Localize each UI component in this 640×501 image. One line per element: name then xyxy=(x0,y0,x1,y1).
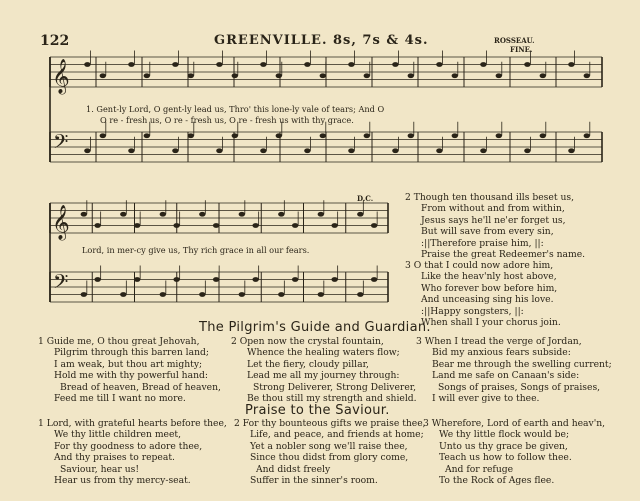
note-head xyxy=(199,212,205,217)
note-head xyxy=(392,148,398,153)
note-head xyxy=(260,62,266,67)
note-head xyxy=(172,62,178,67)
note-head xyxy=(524,62,530,67)
note-head xyxy=(304,148,310,153)
note-head xyxy=(144,133,150,138)
note-head xyxy=(134,223,140,228)
note-head xyxy=(496,73,502,78)
note-head xyxy=(480,148,486,153)
note-head xyxy=(173,277,179,282)
note-head xyxy=(120,212,126,217)
note-head xyxy=(81,212,87,217)
note-head xyxy=(84,148,90,153)
note-head xyxy=(232,133,238,138)
note-head xyxy=(348,62,354,67)
note-head xyxy=(199,292,205,297)
note-head xyxy=(292,277,298,282)
note-head xyxy=(480,62,486,67)
note-head xyxy=(216,62,222,67)
note-head xyxy=(160,212,166,217)
treble-clef-icon: 𝄞 xyxy=(52,205,70,240)
note-head xyxy=(276,73,282,78)
note-head xyxy=(304,62,310,67)
hymn-title-praise-saviour: Praise to the Saviour. xyxy=(245,403,390,418)
note-head xyxy=(94,277,100,282)
note-head xyxy=(260,148,266,153)
note-head xyxy=(348,148,354,153)
note-head xyxy=(408,73,414,78)
note-head xyxy=(364,73,370,78)
lyric-line-2: O re - fresh us, O re - fresh us, O re - fresh us with thy grace. xyxy=(100,115,354,125)
note-head xyxy=(278,212,284,217)
note-head xyxy=(357,292,363,297)
side-verse-3: 3 O that I could now adore him, Like the heav'nly host above, Who forever bow before him, And unceasing sing his love. :||Happy songsters, ||: When shall I your chorus join. xyxy=(405,260,561,329)
note-head xyxy=(452,133,458,138)
note-head xyxy=(232,73,238,78)
note-head xyxy=(134,277,140,282)
note-head xyxy=(188,133,194,138)
note-head xyxy=(216,148,222,153)
bass-clef-icon: 𝄢 xyxy=(53,270,69,298)
hymn2-verse-2: 2 For thy bounteous gifts we praise thee, Life, and peace, and friends at home; Yet a nobler song we'll raise thee, Since thou didst from glory come, And didst freely Suffer in the sinner's room. xyxy=(234,418,426,487)
lyric-line-3: Lord, in mer-cy give us, Thy rich grace in all our fears. xyxy=(82,245,310,255)
note-head xyxy=(331,277,337,282)
note-head xyxy=(331,223,337,228)
fine-marking: FINE. xyxy=(510,45,533,54)
note-head xyxy=(371,223,377,228)
note-head xyxy=(84,62,90,67)
composer-name: ROSSEAU. xyxy=(494,36,535,45)
note-head xyxy=(320,133,326,138)
hymn2-verse-1: 1 Lord, with grateful hearts before thee, We thy little children meet, For thy goodness to adore thee, And thy praises to repeat. Saviour, hear us! Hear us from thy mercy-seat. xyxy=(38,418,227,487)
note-head xyxy=(213,277,219,282)
note-head xyxy=(292,223,298,228)
note-head xyxy=(584,73,590,78)
note-head xyxy=(276,133,282,138)
bass-clef-icon: 𝄢 xyxy=(53,130,69,158)
hymn2-verse-3: 3 Wherefore, Lord of earth and heav'n, We thy little flock would be; Unto us thy grace be given, Teach us how to follow thee. And for refuge To the Rock of Ages flee. xyxy=(423,418,606,487)
tune-title: GREENVILLE. 8s, 7s & 4s. xyxy=(214,33,429,48)
note-head xyxy=(436,62,442,67)
note-head xyxy=(540,133,546,138)
note-head xyxy=(128,148,134,153)
note-head xyxy=(239,212,245,217)
note-head xyxy=(160,292,166,297)
note-head xyxy=(128,62,134,67)
note-head xyxy=(120,292,126,297)
note-head xyxy=(318,212,324,217)
note-head xyxy=(94,223,100,228)
note-head xyxy=(408,133,414,138)
note-head xyxy=(172,148,178,153)
hymn1-verse-3: 3 When I tread the verge of Jordan, Bid my anxious fears subside: Bear me through the swelling current; Land me safe on Canaan's side: Songs of praises, Songs of praises, I will ever give to thee. xyxy=(416,336,612,405)
note-head xyxy=(81,292,87,297)
note-head xyxy=(100,133,106,138)
note-head xyxy=(252,277,258,282)
note-head xyxy=(496,133,502,138)
note-head xyxy=(318,292,324,297)
note-head xyxy=(239,292,245,297)
note-head xyxy=(173,223,179,228)
note-head xyxy=(540,73,546,78)
note-head xyxy=(568,148,574,153)
hymn1-verse-2: 2 Open now the crystal fountain, Whence the healing waters flow; Let the fiery, cloudy pillar, Lead me all my journey through: Strong Deliverer, Strong Deliverer, Be thou still my strength and shield. xyxy=(231,336,417,405)
note-head xyxy=(524,148,530,153)
note-head xyxy=(392,62,398,67)
note-head xyxy=(320,73,326,78)
note-head xyxy=(436,148,442,153)
note-head xyxy=(584,133,590,138)
note-head xyxy=(188,73,194,78)
note-head xyxy=(278,292,284,297)
page-number: 122 xyxy=(40,33,70,49)
note-head xyxy=(568,62,574,67)
note-head xyxy=(144,73,150,78)
note-head xyxy=(100,73,106,78)
side-verse-2: 2 Though ten thousand ills beset us, From without and from within, Jesus says he'll ne'er forget us, But will save from every sin, :||Therefore praise him, ||: Praise the great Redeemer's name. xyxy=(405,192,586,261)
treble-clef-icon: 𝄞 xyxy=(52,59,70,94)
dc-marking: D.C. xyxy=(357,194,374,203)
hymn1-verse-1: 1 Guide me, O thou great Jehovah, Pilgrim through this barren land; I am weak, but thou art mighty; Hold me with thy powerful hand: Bread of heaven, Bread of heaven, Feed me till I want no more. xyxy=(38,336,221,405)
note-head xyxy=(364,133,370,138)
note-head xyxy=(357,212,363,217)
note-head xyxy=(452,73,458,78)
lyric-line-1: 1. Gent-ly Lord, O gent-ly lead us, Thro' this lone-ly vale of tears; And O xyxy=(86,104,385,114)
note-head xyxy=(213,223,219,228)
note-head xyxy=(252,223,258,228)
hymn-title-pilgrims-guide: The Pilgrim's Guide and Guardian. xyxy=(199,320,431,335)
note-head xyxy=(371,277,377,282)
